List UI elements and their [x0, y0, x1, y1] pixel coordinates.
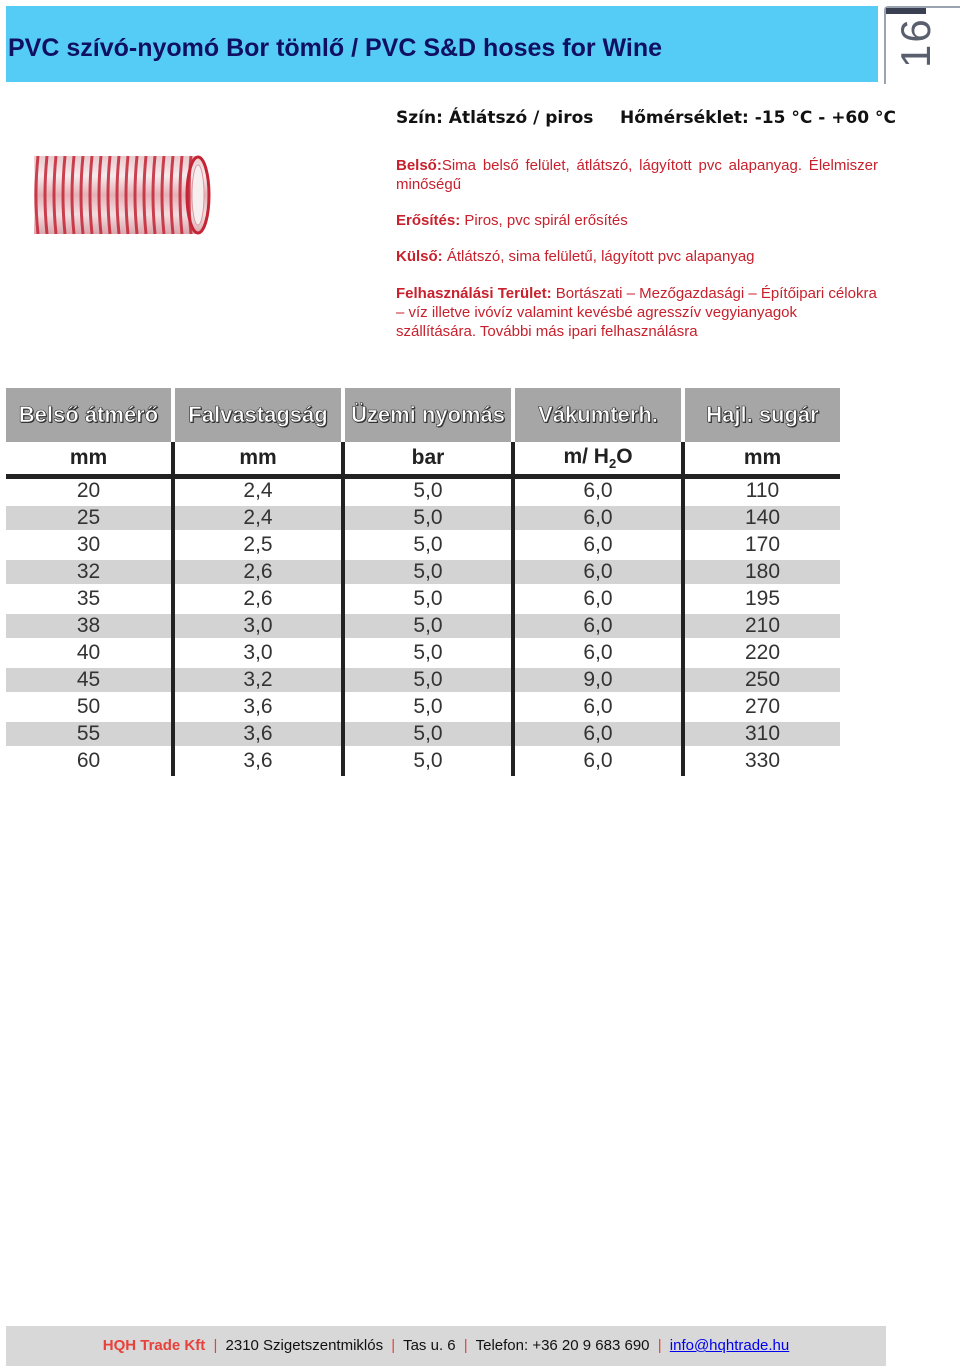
table-cell: 60 [6, 748, 173, 775]
usage-text: Bortászati – Mezőgazdasági – Építőipari célokra – víz illetve ivóvíz valamint kevésbé agresszív vegyianyagok szállítására. További más ipari felhasználásra [396, 285, 877, 340]
table-cell: 45 [6, 667, 173, 694]
table-cell: 6,0 [513, 694, 683, 721]
table-cell: 3,6 [173, 694, 343, 721]
footer-separator: | [213, 1337, 218, 1354]
table-header-row [6, 388, 840, 442]
unit-cell: mm [173, 442, 343, 477]
footer-separator: | [657, 1337, 662, 1354]
table-row [6, 477, 840, 505]
footer [6, 1326, 886, 1366]
usage-description [396, 284, 878, 341]
inner-description [396, 156, 878, 194]
table-cell: 195 [683, 586, 840, 613]
table-cell: 270 [683, 694, 840, 721]
unit-cell-vacuum: m/ $H_2O$ [513, 442, 683, 477]
table-cell: 38 [6, 613, 173, 640]
table-cell: 6,0 [513, 532, 683, 559]
table-cell: 2,6 [173, 586, 343, 613]
table-row [6, 613, 840, 640]
header-working-pressure: Üzemi nyomás [343, 388, 513, 442]
table-cell: 5,0 [343, 532, 513, 559]
table-cell: 3,6 [173, 748, 343, 775]
table-cell: 5,0 [343, 559, 513, 586]
inner-label: Belső: [396, 157, 442, 174]
header-wall-thickness: Falvastagság [173, 388, 343, 442]
page-title: PVC szívó-nyomó Bor tömlő / PVC S&D hoses for Wine [8, 34, 663, 62]
table-cell: 5,0 [343, 477, 513, 505]
temperature-spec: Hőmérséklet: -15 °C - +60 °C [620, 108, 896, 128]
header-vacuum: Vákumterh. [513, 388, 683, 442]
outer-text: Átlátszó, sima felületű, lágyított pvc alapanyag [442, 248, 755, 265]
table-cell: 180 [683, 559, 840, 586]
table-cell: 5,0 [343, 613, 513, 640]
header-bend-radius: Hajl. sugár [683, 388, 840, 442]
table-cell: 6,0 [513, 559, 683, 586]
reinforcement-description [396, 211, 878, 230]
table-cell: 220 [683, 640, 840, 667]
table-cell: 30 [6, 532, 173, 559]
table-cell: 250 [683, 667, 840, 694]
header-inner-diameter: Belső átmérő [6, 388, 173, 442]
table-row [6, 694, 840, 721]
table-cell: 330 [683, 748, 840, 775]
table-cell: 6,0 [513, 477, 683, 505]
table-cell: 2,6 [173, 559, 343, 586]
footer-street: Tas u. 6 [403, 1337, 456, 1354]
table-cell: 5,0 [343, 586, 513, 613]
table-cell: 6,0 [513, 748, 683, 775]
spec-table [6, 388, 840, 776]
outer-description [396, 247, 878, 266]
table-row [6, 748, 840, 775]
table-row [6, 586, 840, 613]
table-cell: 170 [683, 532, 840, 559]
table-cell: 5,0 [343, 721, 513, 748]
inner-text: Sima belső felület, átlátszó, lágyított pvc alapanyag. Élelmiszer minőségű [396, 157, 878, 193]
table-row [6, 505, 840, 532]
table-cell: 9,0 [513, 667, 683, 694]
table-cell: 110 [683, 477, 840, 505]
table-cell: 3,2 [173, 667, 343, 694]
unit-cell: mm [683, 442, 840, 477]
reinforcement-text: Piros, pvc spirál erősítés [460, 212, 628, 229]
table-cell: 6,0 [513, 721, 683, 748]
table-cell: 3,6 [173, 721, 343, 748]
table-cell: 6,0 [513, 640, 683, 667]
table-cell: 40 [6, 640, 173, 667]
usage-label: Felhasználási Terület: [396, 285, 552, 302]
page-number: 16 [892, 17, 939, 68]
table-body [6, 442, 840, 775]
footer-address: 2310 Szigetszentmiklós [225, 1337, 384, 1354]
page-number-tab [884, 6, 960, 84]
table-cell: 5,0 [343, 640, 513, 667]
reinforcement-label: Erősítés: [396, 212, 461, 229]
table-cell: 5,0 [343, 667, 513, 694]
table-cell: 5,0 [343, 505, 513, 532]
footer-phone: Telefon: +36 20 9 683 690 [475, 1337, 650, 1354]
units-row [6, 442, 840, 477]
outer-label: Külső: [396, 248, 443, 265]
color-spec: Szín: Átlátszó / piros [396, 108, 594, 128]
table-row [6, 559, 840, 586]
table-cell: 20 [6, 477, 173, 505]
footer-separator: | [391, 1337, 396, 1354]
table-cell: 6,0 [513, 586, 683, 613]
unit-cell: mm [6, 442, 173, 477]
footer-separator: | [463, 1337, 468, 1354]
table-cell: 140 [683, 505, 840, 532]
table-cell: 2,4 [173, 505, 343, 532]
table-row [6, 721, 840, 748]
table-cell: 210 [683, 613, 840, 640]
table-row [6, 640, 840, 667]
table-cell: 5,0 [343, 748, 513, 775]
footer-company: HQH Trade Kft [102, 1337, 206, 1354]
footer-email-link[interactable]: info@hqhtrade.hu [669, 1337, 790, 1354]
table-cell: 25 [6, 505, 173, 532]
table-row [6, 532, 840, 559]
table-cell: 5,0 [343, 694, 513, 721]
table-cell: 35 [6, 586, 173, 613]
table-row [6, 667, 840, 694]
tab-strip [886, 8, 926, 14]
table-cell: 3,0 [173, 640, 343, 667]
table-cell: 55 [6, 721, 173, 748]
table-cell: 2,5 [173, 532, 343, 559]
hose-image [32, 150, 212, 240]
table-cell: 50 [6, 694, 173, 721]
table-cell: 6,0 [513, 613, 683, 640]
title-bar [6, 6, 878, 82]
table-cell: 3,0 [173, 613, 343, 640]
table-cell: 2,4 [173, 477, 343, 505]
table-cell: 32 [6, 559, 173, 586]
unit-cell: bar [343, 442, 513, 477]
table-cell: 6,0 [513, 505, 683, 532]
table-cell: 310 [683, 721, 840, 748]
